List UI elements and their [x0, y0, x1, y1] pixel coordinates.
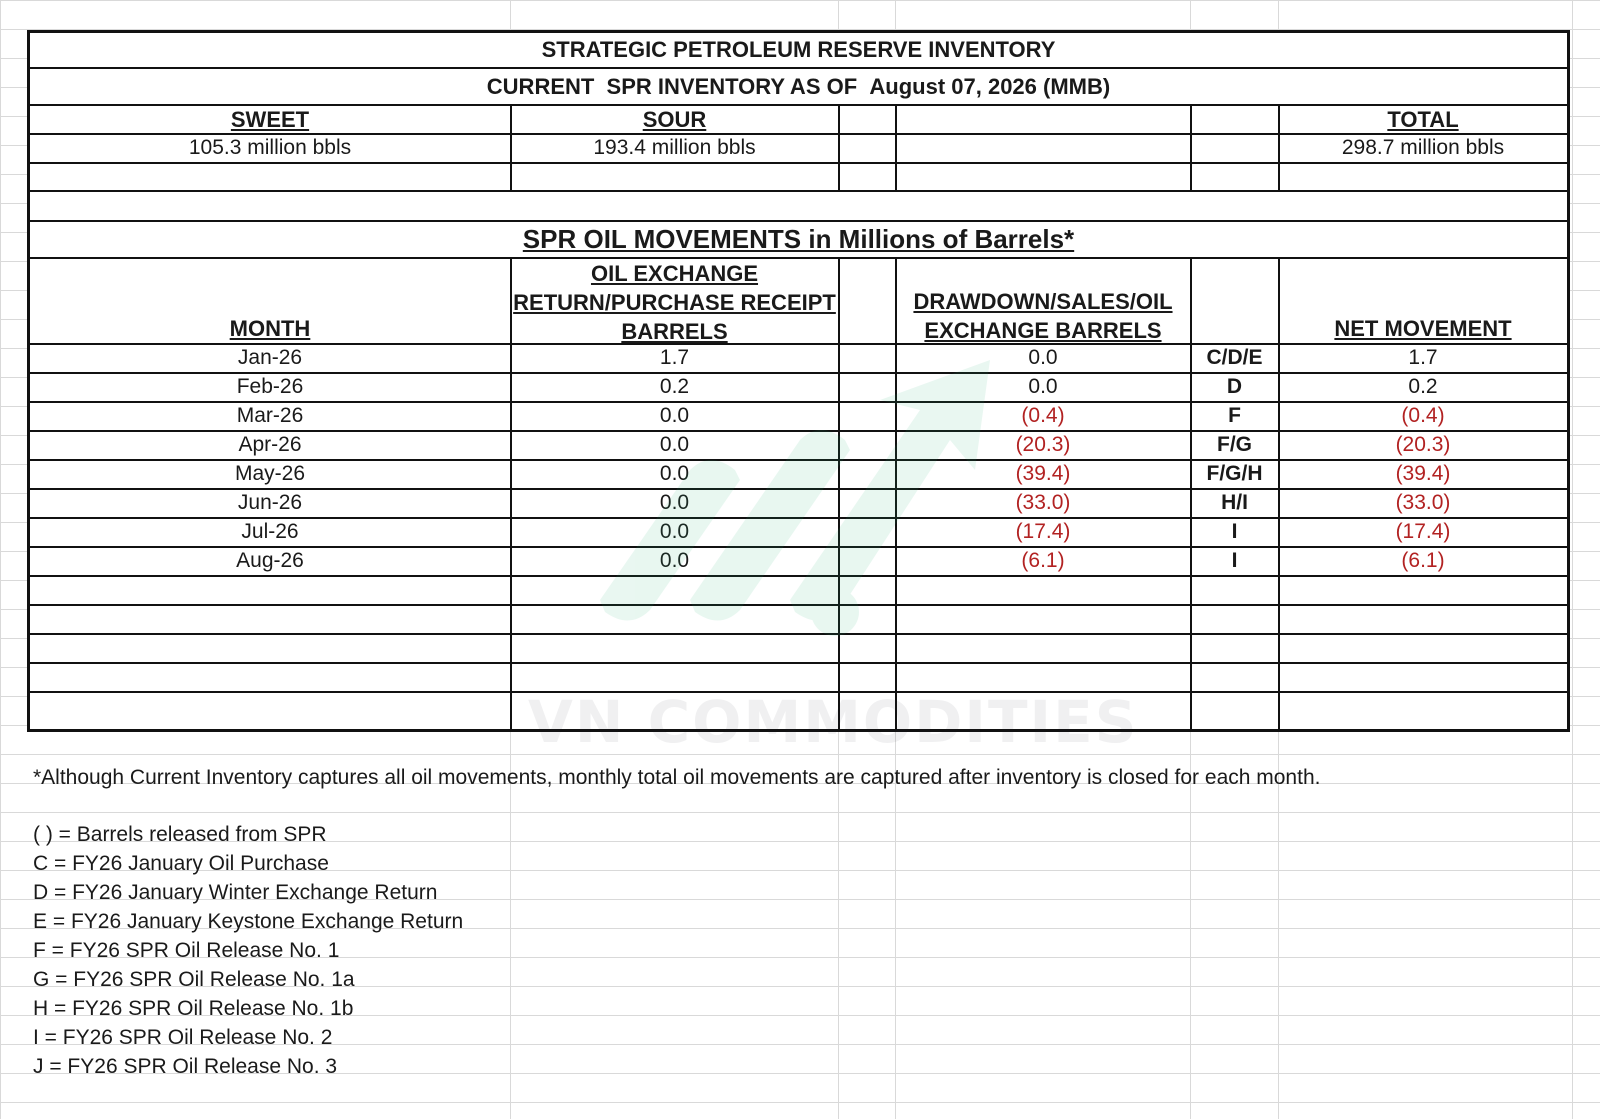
grid-column-line	[1572, 0, 1573, 1119]
subtitle-prefix: CURRENT SPR INVENTORY AS OF	[486, 73, 870, 99]
drawdown-cell: 0.0	[1028, 375, 1058, 398]
row-border	[30, 162, 1567, 164]
code-cell: H/I	[1221, 491, 1248, 514]
spr-inventory-table	[27, 30, 1570, 732]
legend-item: H = FY26 SPR Oil Release No. 1b	[33, 997, 354, 1020]
table-row	[30, 460, 1567, 488]
sweet-header: SWEET	[230, 106, 310, 132]
sweet-value: 105.3 million bbls	[188, 136, 352, 159]
month-header: MONTH	[229, 316, 311, 341]
drawdown-cell: (6.1)	[1021, 549, 1065, 572]
drawdown-cell: (20.3)	[1015, 433, 1071, 456]
net-movement-cell: (6.1)	[1401, 549, 1445, 572]
month-cell: Jun-26	[237, 491, 303, 514]
legend-item: D = FY26 January Winter Exchange Return	[33, 881, 438, 904]
month-cell: Aug-26	[236, 549, 304, 572]
code-cell: F/G	[1217, 433, 1252, 456]
drawdown-header	[896, 287, 1190, 345]
month-cell: Feb-26	[236, 375, 304, 398]
legend-item: ( ) = Barrels released from SPR	[33, 823, 327, 846]
drawdown-header-line: DRAWDOWN/SALES/OIL	[913, 289, 1173, 314]
exchange-cell: 1.7	[659, 346, 690, 369]
code-cell: C/D/E	[1206, 346, 1263, 369]
table-row	[30, 402, 1567, 430]
net-movement-cell: (33.0)	[1395, 491, 1451, 514]
table-row	[30, 431, 1567, 459]
sour-header: SOUR	[642, 106, 707, 132]
table-row	[30, 518, 1567, 546]
exchange-cell: 0.0	[659, 491, 690, 514]
legend-item: F = FY26 SPR Oil Release No. 1	[33, 939, 340, 962]
legend-item: G = FY26 SPR Oil Release No. 1a	[33, 968, 355, 991]
net-movement-cell: 0.2	[1408, 375, 1438, 398]
watermark-text: VN COMMODITIES	[528, 688, 1139, 756]
table-row	[30, 547, 1567, 575]
legend-item: C = FY26 January Oil Purchase	[33, 852, 329, 875]
code-cell: F	[1228, 404, 1241, 427]
row-border	[30, 662, 1567, 664]
month-cell: Mar-26	[236, 404, 304, 427]
legend-item: E = FY26 January Keystone Exchange Return	[33, 910, 464, 933]
total-header: TOTAL	[1387, 106, 1459, 132]
net-movement-cell: (20.3)	[1395, 433, 1451, 456]
drawdown-cell: (17.4)	[1015, 520, 1071, 543]
exchange-header-line: BARRELS	[621, 318, 728, 344]
net-movement-cell: 1.7	[1408, 346, 1438, 369]
movements-title: SPR OIL MOVEMENTS in Millions of Barrels*	[522, 224, 1075, 254]
exchange-header-line: OIL EXCHANGE	[590, 260, 759, 286]
column-border	[895, 104, 897, 191]
row-border	[30, 190, 1567, 192]
legend-item: I = FY26 SPR Oil Release No. 2	[33, 1026, 333, 1049]
row-border	[30, 633, 1567, 635]
table-row	[30, 344, 1567, 372]
month-cell: Jul-26	[241, 520, 299, 543]
net-movement-cell: (17.4)	[1395, 520, 1451, 543]
exchange-header	[511, 259, 838, 345]
code-cell: I	[1231, 549, 1238, 572]
exchange-cell: 0.2	[659, 375, 690, 398]
table-row	[30, 373, 1567, 401]
month-cell: May-26	[234, 462, 306, 485]
table-row	[30, 489, 1567, 517]
net-movement-cell: (39.4)	[1395, 462, 1451, 485]
code-cell: I	[1231, 520, 1238, 543]
month-cell: Jan-26	[237, 346, 303, 369]
table-title: STRATEGIC PETROLEUM RESERVE INVENTORY	[541, 37, 1056, 62]
net-movement-header: NET MOVEMENT	[1334, 316, 1512, 341]
footnote: *Although Current Inventory captures all oil movements, monthly total oil movements are captured after inventory is closed for each month.	[33, 766, 1321, 789]
exchange-header-line: RETURN/PURCHASE RECEIPT	[513, 289, 836, 315]
drawdown-cell: (33.0)	[1015, 491, 1071, 514]
column-border	[838, 104, 840, 191]
row-border	[30, 575, 1567, 577]
legend-item: J = FY26 SPR Oil Release No. 3	[33, 1055, 338, 1078]
code-cell: F/G/H	[1206, 462, 1263, 485]
row-border	[30, 604, 1567, 606]
code-cell: D	[1226, 375, 1243, 398]
drawdown-cell: 0.0	[1028, 346, 1058, 369]
exchange-cell: 0.0	[659, 462, 690, 485]
inventory-subtitle	[30, 69, 1567, 104]
exchange-cell: 0.0	[659, 433, 690, 456]
month-cell: Apr-26	[238, 433, 302, 456]
subtitle-suffix: (MMB)	[1036, 73, 1111, 99]
drawdown-cell: (0.4)	[1021, 404, 1065, 427]
drawdown-header-line: EXCHANGE BARRELS	[924, 318, 1162, 343]
exchange-cell: 0.0	[659, 549, 690, 572]
inventory-date: August 07, 2026	[869, 73, 1037, 99]
net-movement-cell: (0.4)	[1401, 404, 1445, 427]
column-border	[1190, 104, 1192, 191]
sour-value: 193.4 million bbls	[593, 136, 756, 159]
total-value: 298.7 million bbls	[1341, 136, 1505, 159]
exchange-cell: 0.0	[659, 520, 690, 543]
drawdown-cell: (39.4)	[1015, 462, 1071, 485]
exchange-cell: 0.0	[659, 404, 690, 427]
